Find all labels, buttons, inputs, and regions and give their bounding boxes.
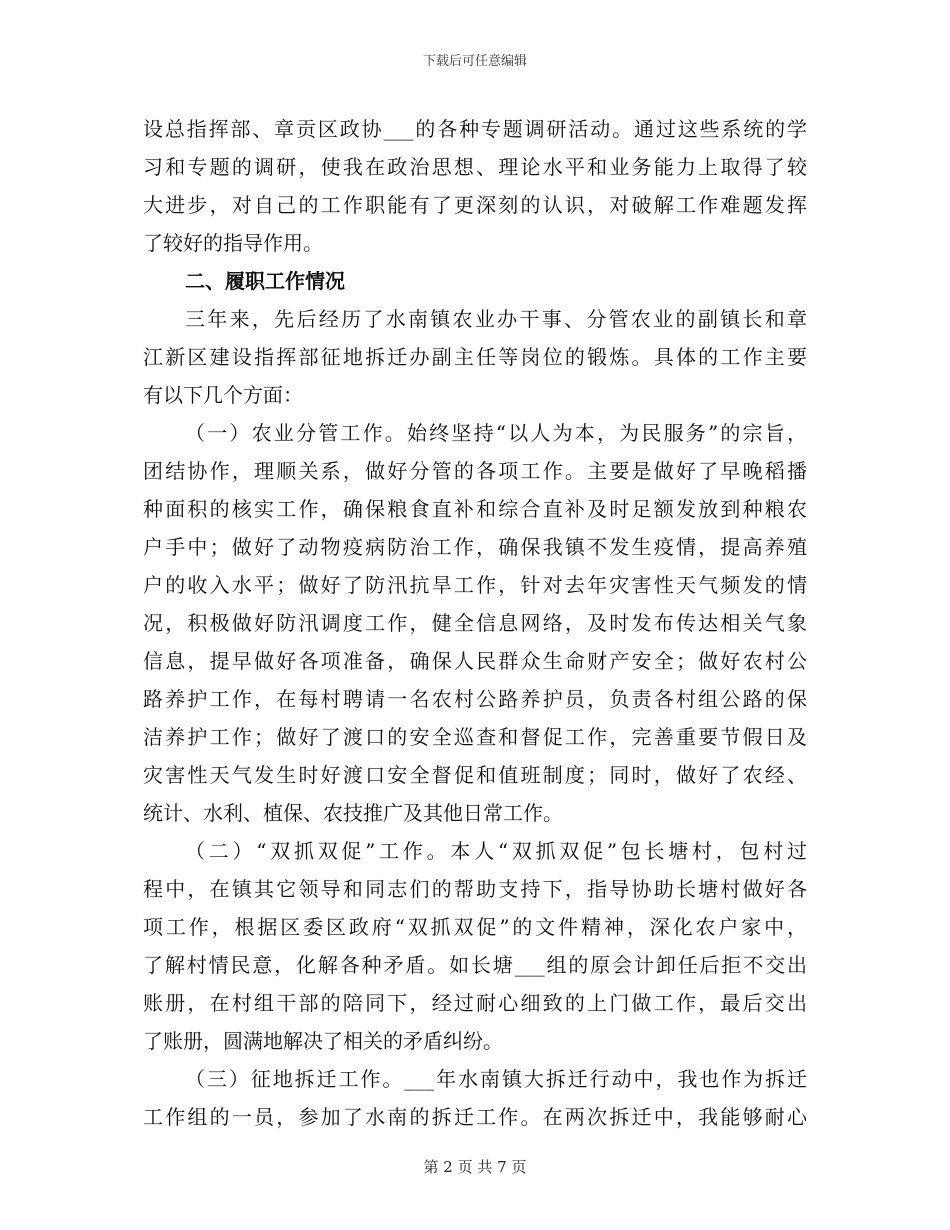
text-line: 有以下几个方面： (143, 383, 303, 407)
text-line: 习和专题的调研，使我在政治思想、理论水平和业务能力上取得了较 (143, 155, 807, 179)
text-line: 况，积极做好防汛调度工作，健全信息网络，及时发布传达相关气象 (143, 611, 807, 635)
text-line: （三）征地拆迁工作。___年水南镇大拆迁行动中，我也作为拆迁 (185, 1067, 807, 1091)
text-line: 了账册，圆满地解决了相关的矛盾纠纷。 (143, 1029, 503, 1053)
text-line: 设总指挥部、章贡区政协___的各种专题调研活动。通过这些系统的学 (143, 117, 807, 141)
text-line: 团结协作，理顺关系，做好分管的各项工作。主要是做好了早晚稻播 (143, 459, 807, 483)
text-line: 账册，在村组干部的陪同下，经过耐心细致的上门做工作，最后交出 (143, 991, 807, 1015)
text-line: 信息，提早做好各项准备，确保人民群众生命财产安全；做好农村公 (143, 649, 807, 673)
text-line: 了较好的指导作用。 (143, 231, 323, 255)
text-line: （一）农业分管工作。始终坚持“以人为本，为民服务”的宗旨， (185, 421, 807, 445)
text-line: 种面积的核实工作，确保粮食直补和综合直补及时足额发放到种粮农 (143, 497, 807, 521)
text-line: 户手中；做好了动物疫病防治工作，确保我镇不发生疫情，提高养殖 (143, 535, 807, 559)
page-header: 下载后可任意编辑 (422, 54, 527, 69)
text-line: 路养护工作，在每村聘请一名农村公路养护员，负责各村组公路的保 (143, 687, 807, 711)
document-body (143, 110, 807, 1136)
text-line: 程中，在镇其它领导和同志们的帮助支持下，指导协助长塘村做好各 (143, 877, 807, 901)
text-line: 洁养护工作；做好了渡口的安全巡查和督促工作，完善重要节假日及 (143, 725, 807, 749)
text-line: 大进步，对自己的工作职能有了更深刻的认识，对破解工作难题发挥 (143, 193, 807, 217)
text-line: 江新区建设指挥部征地拆迁办副主任等岗位的锻炼。具体的工作主要 (143, 345, 807, 369)
text-line: （二）“双抓双促”工作。本人“双抓双促”包长塘村，包村过 (185, 839, 807, 863)
text-line: 了解村情民意，化解各种矛盾。如长塘___组的原会计卸任后拒不交出 (143, 953, 807, 977)
text-line: 工作组的一员，参加了水南的拆迁工作。在两次拆迁中，我能够耐心 (143, 1105, 807, 1129)
text-line: 灾害性天气发生时好渡口安全督促和值班制度；同时，做好了农经、 (143, 763, 807, 787)
page-footer: 第 2 页 共 7 页 (423, 1158, 527, 1176)
text-line: 统计、水利、植保、农技推广及其他日常工作。 (143, 801, 563, 825)
text-line: 三年来，先后经历了水南镇农业办干事、分管农业的副镇长和章 (185, 307, 807, 331)
text-line: 项工作，根据区委区政府“双抓双促”的文件精神，深化农户家中， (143, 915, 807, 939)
text-line: 户的收入水平；做好了防汛抗旱工作，针对去年灾害性天气频发的情 (143, 573, 807, 597)
section-heading: 二、履职工作情况 (185, 269, 345, 293)
